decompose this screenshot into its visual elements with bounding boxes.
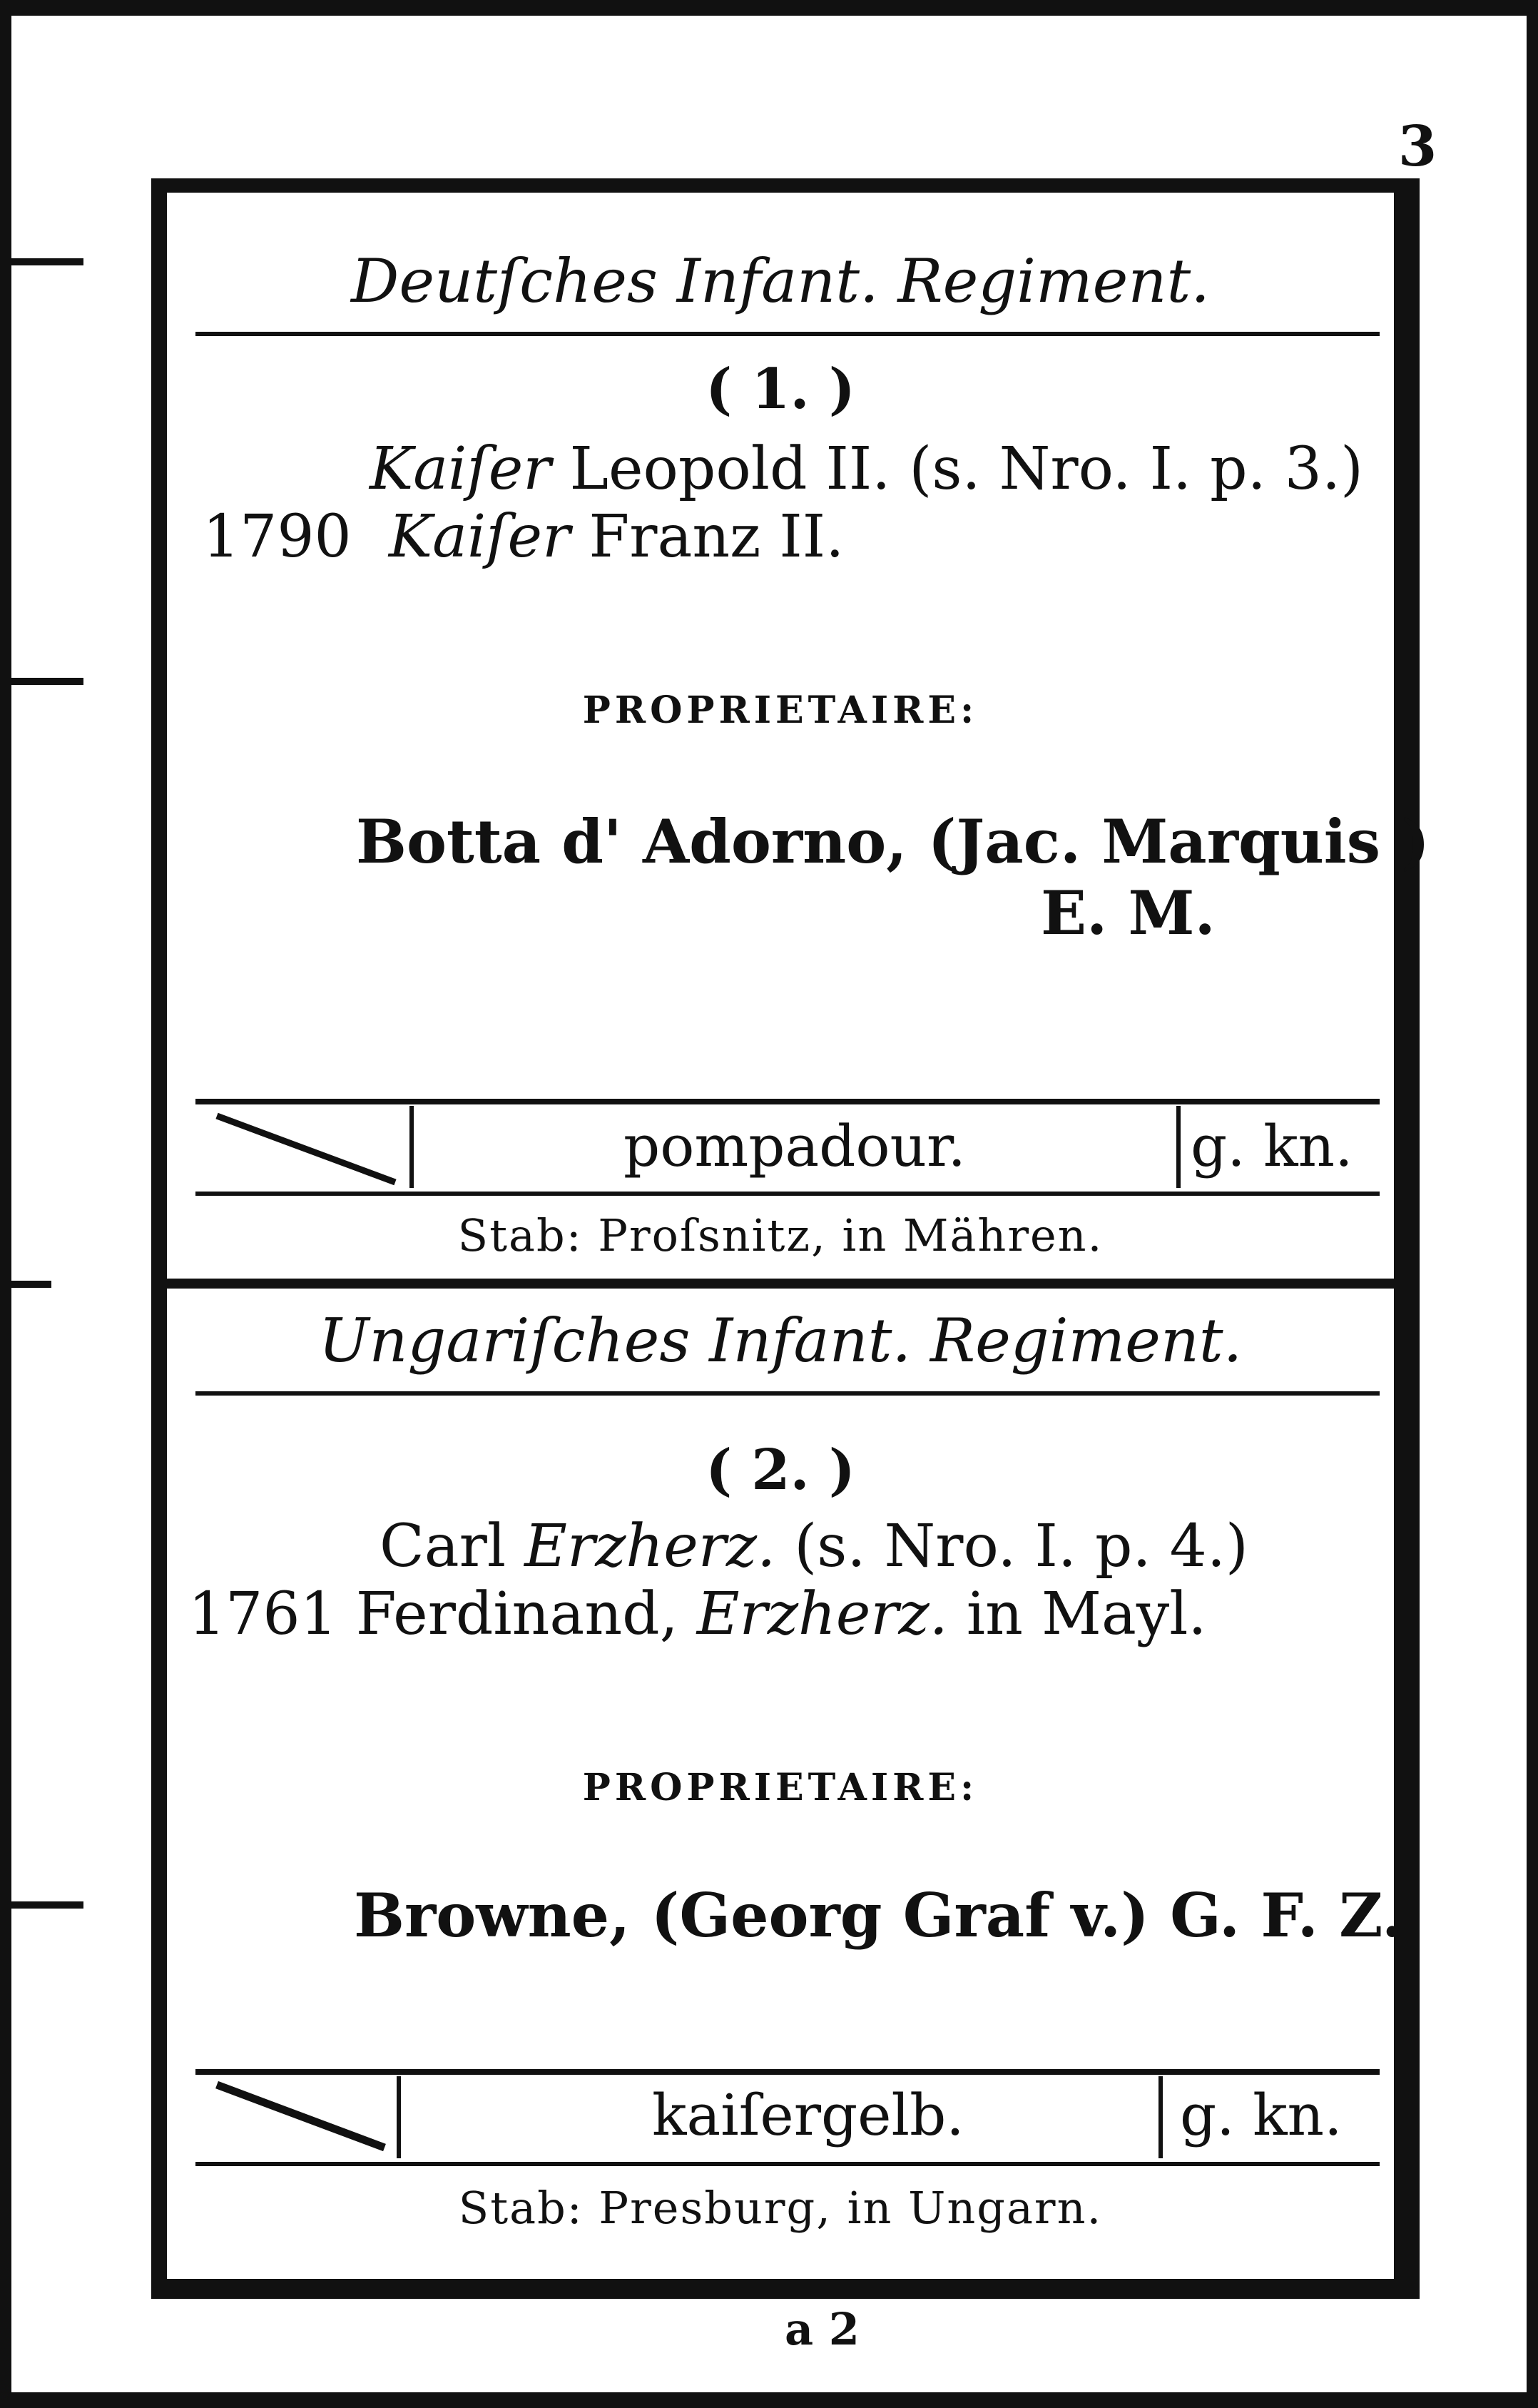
- proprietaire-label: PROPRIETAIRE:: [582, 689, 979, 732]
- facing-color: kaiſergelb.: [652, 2082, 964, 2148]
- staff-location: Stab: Presburg, in Ungarn.: [458, 2182, 1103, 2234]
- colonel-line: Kaiſer Leopold II. (s. Nro. I. p. 3.): [370, 435, 1364, 503]
- rule: [195, 1099, 1380, 1104]
- page-edge: [0, 0, 11, 2408]
- rule: [195, 1391, 1380, 1396]
- owner-name: Browne, (Georg Graf v.) G. F. Z.: [354, 1880, 1403, 1951]
- facing-symbol: [210, 2076, 409, 2158]
- page-edge: [0, 0, 1538, 16]
- colonel-line: 1790 Kaiſer Franz II.: [203, 503, 845, 571]
- rule: [195, 1192, 1380, 1196]
- cell-divider: [1158, 2076, 1163, 2158]
- regiment-number: ( 2. ): [706, 1438, 855, 1503]
- colonel-line: 1761 Ferdinand, Erzherz. in Mayl.: [188, 1580, 1207, 1648]
- binding-mark: [9, 678, 83, 685]
- staff-location: Stab: Proſsnitz, in Mähren.: [457, 1209, 1104, 1261]
- binding-mark: [9, 1281, 51, 1288]
- section-divider: [167, 1279, 1394, 1289]
- cell-divider: [409, 1106, 414, 1188]
- owner-name: Botta d' Adorno, (Jac. Marquis ): [356, 806, 1430, 877]
- cell-divider: [397, 2076, 401, 2158]
- binding-mark: [9, 258, 83, 265]
- binding-mark: [9, 1901, 83, 1909]
- proprietaire-label: PROPRIETAIRE:: [582, 1766, 979, 1809]
- button-color: g. kn.: [1180, 2082, 1343, 2148]
- rule: [195, 2162, 1380, 2166]
- page-edge: [1527, 0, 1538, 2408]
- rule: [195, 2069, 1380, 2075]
- signature-mark: a 2: [785, 2303, 860, 2355]
- button-color: g. kn.: [1191, 1113, 1353, 1179]
- rule: [195, 332, 1380, 336]
- regiment-heading: Ungariſches Infant. Regiment.: [318, 1306, 1243, 1376]
- owner-rank: E. M.: [1041, 878, 1216, 948]
- facing-color: pompadour.: [623, 1113, 966, 1179]
- page-edge: [0, 2392, 1538, 2408]
- page-frame: [151, 178, 1430, 2299]
- cell-divider: [1176, 1106, 1181, 1188]
- page-number: 3: [1398, 114, 1437, 179]
- regiment-number: ( 1. ): [706, 357, 855, 422]
- regiment-heading: Deutſches Infant. Regiment.: [351, 246, 1210, 316]
- facing-symbol: [210, 1107, 409, 1189]
- colonel-line: Carl Erzherz. (s. Nro. I. p. 4.): [380, 1513, 1248, 1580]
